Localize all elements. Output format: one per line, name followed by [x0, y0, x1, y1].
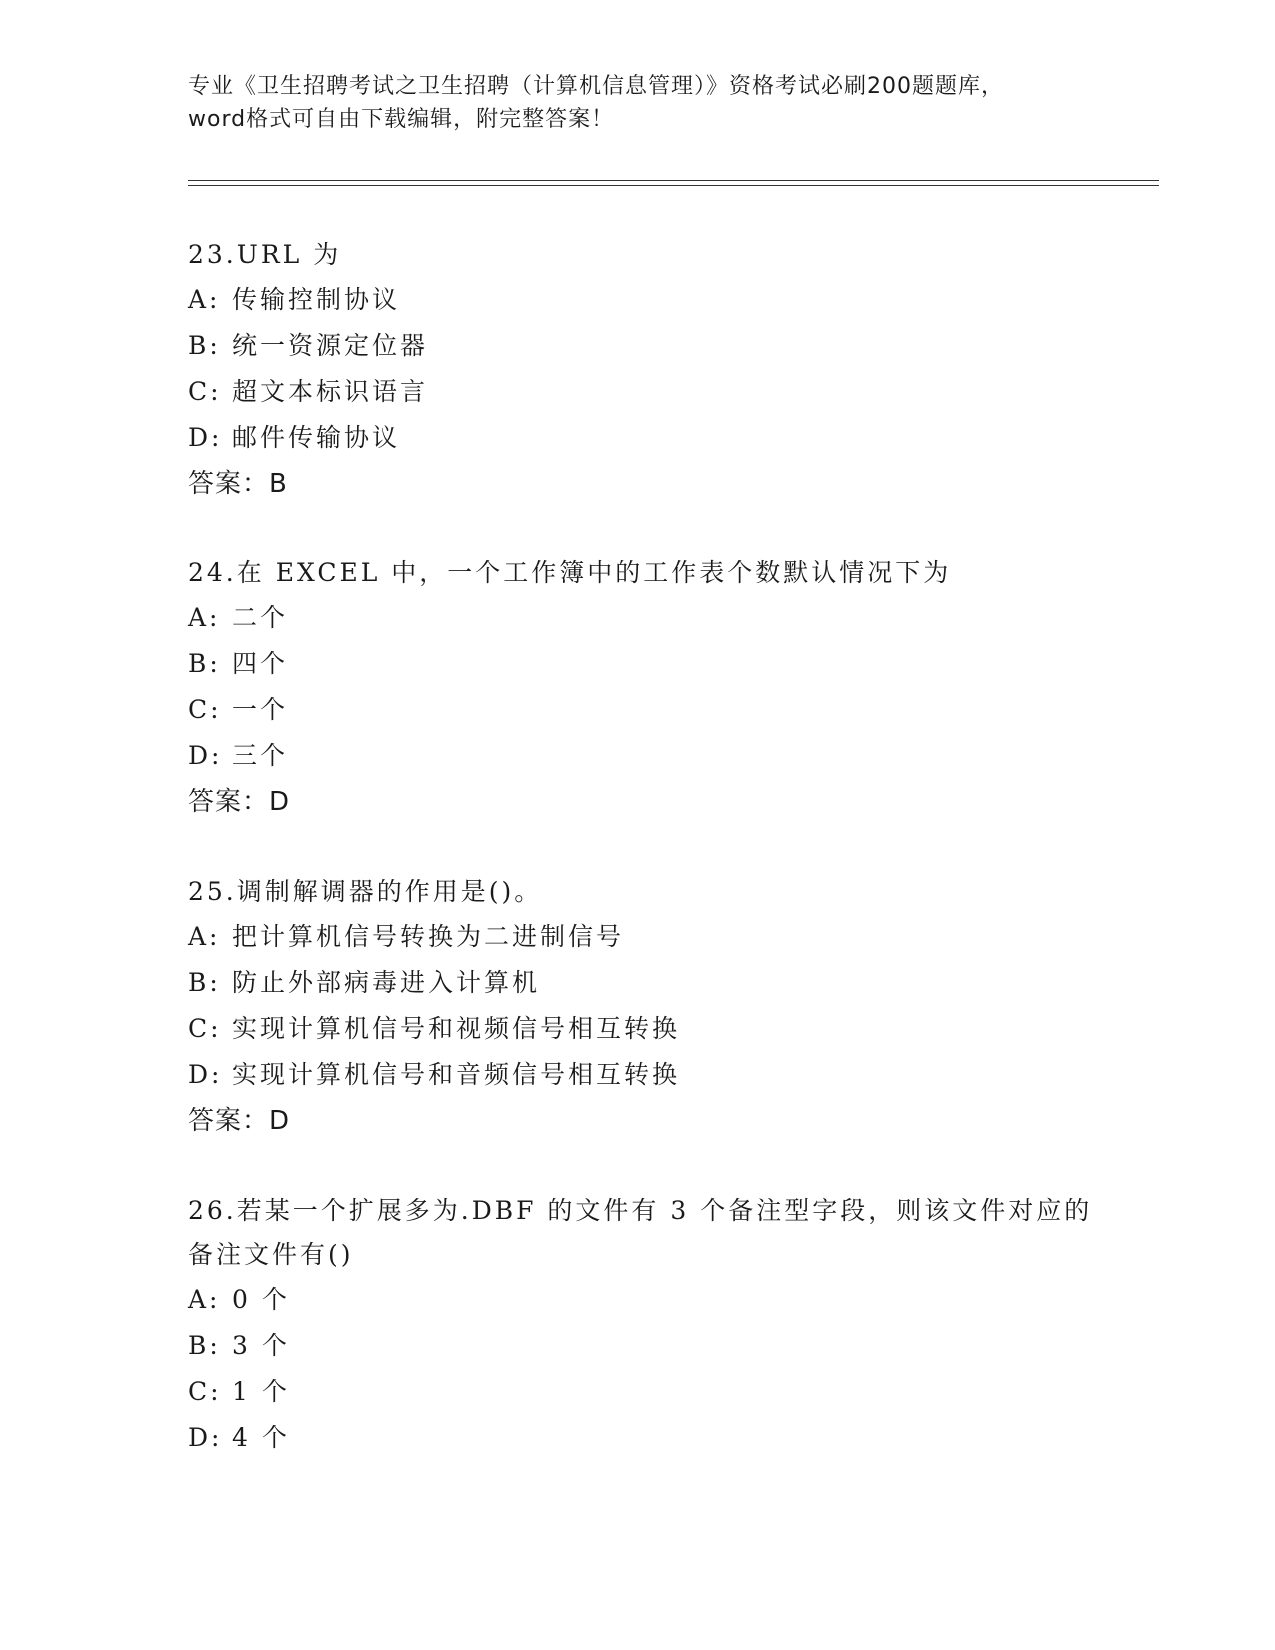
option-d	[188, 415, 1128, 461]
question-text: 23.URL 为	[188, 240, 342, 269]
option-text: 三个	[232, 741, 289, 770]
option-b	[188, 1323, 1128, 1369]
option-key: D:	[188, 423, 223, 452]
question-23	[188, 233, 1128, 507]
option-key: D:	[188, 1423, 223, 1452]
header-divider-bottom	[188, 185, 1159, 186]
option-text: 防止外部病毒进入计算机	[232, 968, 541, 997]
option-key: B:	[188, 649, 221, 678]
option-text: 3 个	[232, 1331, 290, 1360]
option-b	[188, 323, 1128, 369]
option-b	[188, 960, 1128, 1006]
option-text: 邮件传输协议	[232, 423, 401, 452]
option-key: C:	[188, 1377, 222, 1406]
option-text: 超文本标识语言	[232, 377, 429, 406]
option-key: A:	[188, 1285, 221, 1314]
option-text: 实现计算机信号和音频信号相互转换	[232, 1060, 681, 1089]
option-key: B:	[188, 1331, 221, 1360]
option-key: D:	[188, 1060, 223, 1089]
option-text: 一个	[232, 695, 289, 724]
option-c	[188, 1369, 1128, 1415]
option-text: 把计算机信号转换为二进制信号	[232, 922, 625, 951]
option-text: 统一资源定位器	[232, 331, 429, 360]
option-d	[188, 1052, 1128, 1098]
option-text: 二个	[232, 603, 289, 632]
question-26	[188, 1189, 1128, 1461]
question-24	[188, 551, 1128, 825]
option-c	[188, 369, 1128, 415]
option-key: C:	[188, 377, 222, 406]
option-text: 1 个	[232, 1377, 290, 1406]
question-text: 24.在 EXCEL 中，一个工作簿中的工作表个数默认情况下为	[188, 558, 952, 587]
option-b	[188, 641, 1128, 687]
option-a	[188, 914, 1128, 960]
answer: 答案：D	[188, 787, 291, 817]
header-line-2: word格式可自由下载编辑，附完整答案！	[188, 107, 615, 132]
option-key: C:	[188, 695, 222, 724]
option-c	[188, 1006, 1128, 1052]
question-25	[188, 870, 1128, 1144]
answer: 答案：B	[188, 469, 288, 499]
option-key: A:	[188, 603, 221, 632]
option-d	[188, 1415, 1128, 1461]
question-text: 25.调制解调器的作用是()。	[188, 877, 543, 906]
question-text-line-1: 26.若某一个扩展多为.DBF 的文件有 3 个备注型字段，则该文件对应的	[188, 1196, 1093, 1225]
option-d	[188, 733, 1128, 779]
answer: 答案：D	[188, 1106, 291, 1136]
option-key: C:	[188, 1014, 222, 1043]
option-key: A:	[188, 922, 221, 951]
option-key: A:	[188, 285, 221, 314]
option-key: D:	[188, 741, 223, 770]
option-text: 0 个	[232, 1285, 290, 1314]
option-a	[188, 1277, 1128, 1323]
option-key: B:	[188, 331, 221, 360]
option-c	[188, 687, 1128, 733]
question-text-line-2: 备注文件有()	[188, 1240, 354, 1269]
option-a	[188, 277, 1128, 323]
option-text: 传输控制协议	[232, 285, 401, 314]
option-text: 四个	[232, 649, 289, 678]
header-divider-top	[188, 180, 1159, 181]
option-text: 实现计算机信号和视频信号相互转换	[232, 1014, 681, 1043]
option-a	[188, 595, 1128, 641]
document-header	[188, 70, 1088, 136]
option-text: 4 个	[232, 1423, 290, 1452]
option-key: B:	[188, 968, 221, 997]
header-line-1: 专业《卫生招聘考试之卫生招聘（计算机信息管理）》资格考试必刷200题题库，	[188, 74, 1004, 99]
